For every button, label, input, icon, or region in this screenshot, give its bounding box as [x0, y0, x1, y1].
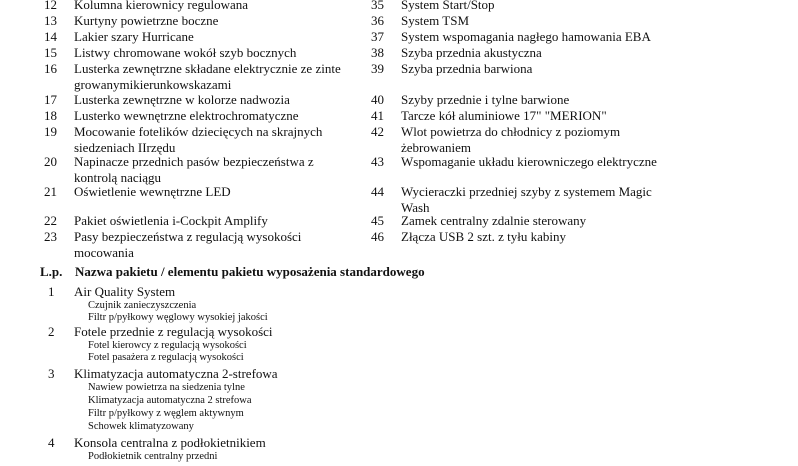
item-text: Wycieraczki przedniej szyby z systemem Magic Wash [401, 184, 652, 215]
item-number: 23 [44, 229, 57, 244]
item-text: Oświetlenie wewnętrzne LED [74, 184, 231, 199]
item-number: 18 [44, 108, 57, 123]
item-number: 21 [44, 184, 57, 199]
item-number: 19 [44, 124, 57, 139]
item-text: Mocowanie fotelików dziecięcych na skrajnych siedzeniach IIrzędu [74, 124, 323, 155]
package-subitem: Czujnik zanieczyszczenia [88, 300, 197, 311]
item-text: Lusterka zewnętrzne składane elektrycznie ze zintegrowanymikierunkowskazami [74, 61, 341, 92]
item-number: 35 [371, 0, 384, 12]
item-text: Lakier szary Hurricane [74, 29, 194, 44]
package-subitem: Fotel pasażera z regulacją wysokości [88, 352, 244, 363]
item-number: 41 [371, 108, 384, 123]
item-number: 45 [371, 213, 384, 228]
item-text: System Start/Stop [401, 0, 495, 12]
package-number: 3 [48, 366, 55, 381]
item-text: Pasy bezpieczeństwa z regulacją wysokości mocowania [74, 229, 302, 260]
item-text: Szyba przednia akustyczna [401, 45, 542, 60]
item-text: Napinacze przednich pasów bezpieczeństwa z kontrolą naciągu [74, 154, 314, 185]
item-text: Złącza USB 2 szt. z tyłu kabiny [401, 229, 566, 244]
item-text: Tarcze kół aluminiowe 17" "MERION" [401, 108, 607, 123]
package-subitem: Filtr p/pyłkowy z węglem aktywnym [88, 408, 244, 419]
item-text: Zamek centralny zdalnie sterowany [401, 213, 587, 228]
package-name: Konsola centralna z podłokietnikiem [74, 435, 266, 450]
item-number: 44 [371, 184, 384, 199]
package-subitem: Schowek klimatyzowany [88, 421, 194, 432]
lp-heading: L.p. [40, 264, 63, 279]
item-number: 17 [44, 92, 57, 107]
package-number: 4 [48, 435, 55, 450]
item-text: Pakiet oświetlenia i-Cockpit Amplify [74, 213, 268, 228]
item-number: 38 [371, 45, 384, 60]
item-text: Kurtyny powietrzne boczne [74, 13, 219, 28]
item-text: Lusterka zewnętrzne w kolorze nadwozia [74, 92, 290, 107]
item-number: 12 [44, 0, 57, 12]
package-number: 2 [48, 324, 55, 339]
item-text: Kolumna kierownicy regulowana [74, 0, 249, 12]
package-number: 1 [48, 284, 55, 299]
item-number: 43 [371, 154, 384, 169]
item-number: 36 [371, 13, 384, 28]
item-number: 46 [371, 229, 384, 244]
package-subitem: Nawiew powietrza na siedzenia tylne [88, 382, 245, 393]
package-name: Air Quality System [74, 284, 176, 299]
item-number: 40 [371, 92, 384, 107]
item-number: 15 [44, 45, 57, 60]
item-number: 39 [371, 61, 384, 76]
package-subitem: Klimatyzacja automatyczna 2 strefowa [88, 395, 252, 406]
item-number: 37 [371, 29, 384, 44]
item-number: 42 [371, 124, 384, 139]
item-text: System wspomagania nagłego hamowania EBA [401, 29, 651, 44]
package-subitem: Filtr p/pyłkowy węglowy wysokiej jakości [88, 312, 268, 323]
item-number: 13 [44, 13, 57, 28]
item-number: 22 [44, 213, 57, 228]
package-subitem: Fotel kierowcy z regulacją wysokości [88, 340, 247, 351]
item-number: 16 [44, 61, 57, 76]
item-text: System TSM [401, 13, 470, 28]
package-subitem: Podłokietnik centralny przedni [88, 451, 218, 462]
item-text: Szyby przednie i tylne barwione [401, 92, 570, 107]
package-name: Fotele przednie z regulacją wysokości [74, 324, 273, 339]
item-text: Szyba przednia barwiona [401, 61, 533, 76]
item-text: Wspomaganie układu kierowniczego elektryczne [401, 154, 657, 169]
item-number: 20 [44, 154, 57, 169]
package-name-heading: Nazwa pakietu / elementu pakietu wyposażenia standardowego [75, 264, 425, 279]
item-text: Listwy chromowane wokół szyb bocznych [74, 45, 297, 60]
item-number: 14 [44, 29, 57, 44]
package-name: Klimatyzacja automatyczna 2-strefowa [74, 366, 278, 381]
item-text: Lusterko wewnętrzne elektrochromatyczne [74, 108, 299, 123]
item-text: Wlot powietrza do chłodnicy z poziomym żebrowaniem [401, 124, 621, 155]
